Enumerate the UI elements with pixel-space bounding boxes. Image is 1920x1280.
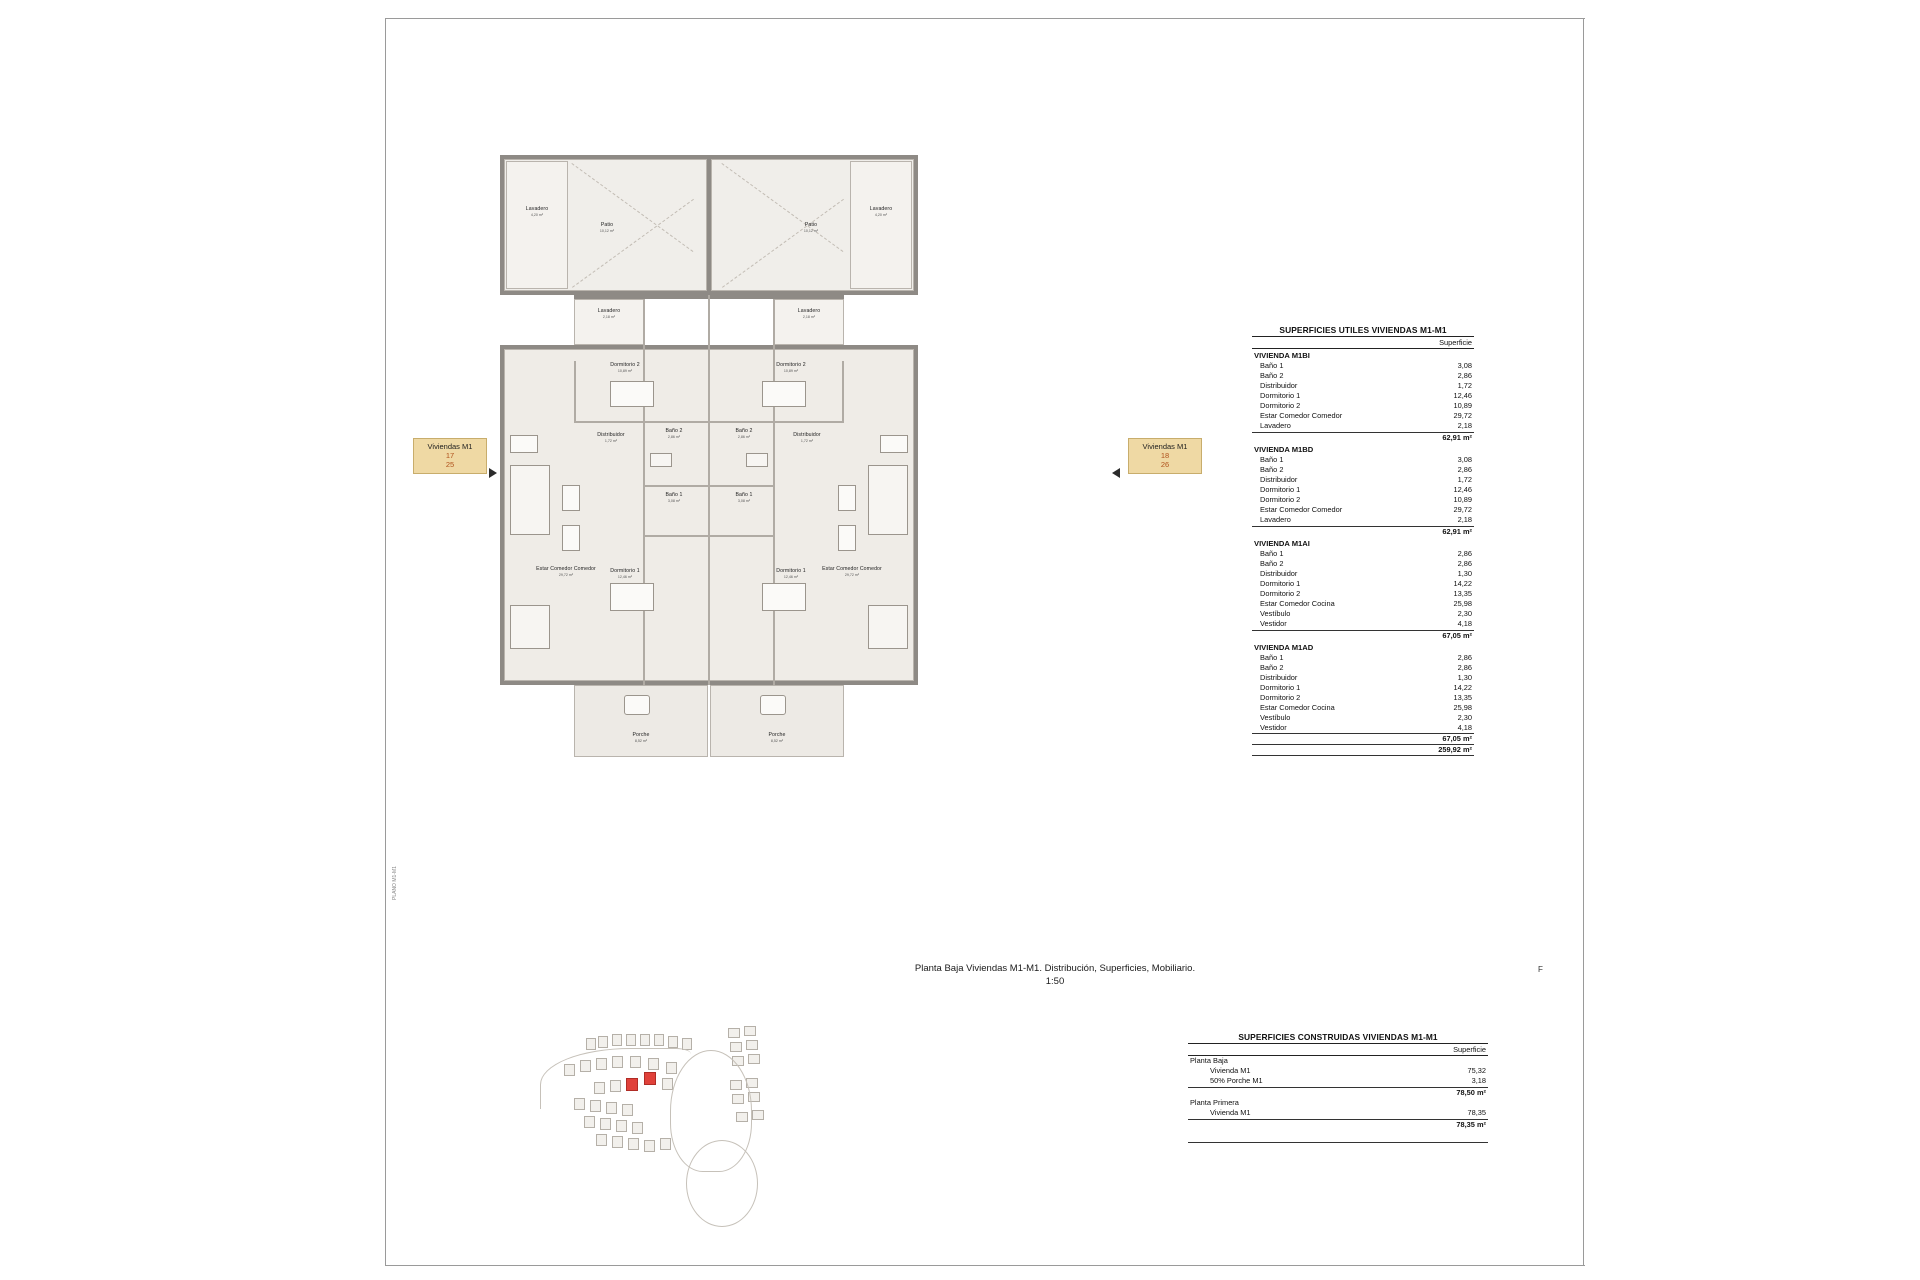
table-group-total: 62,91 m² (1252, 432, 1474, 443)
table-group-header: VIVIENDA M1AI (1254, 538, 1310, 548)
table-row: Dormitorio 1 12,46 (1260, 484, 1472, 494)
table-group-header: VIVIENDA M1AD (1254, 642, 1314, 652)
table-superficies-utiles (1252, 325, 1474, 756)
table-section-total: 78,50 m² (1188, 1087, 1488, 1098)
entrance-tag-number-bottom: 25 (445, 460, 455, 469)
table-section-header: Planta Primera (1190, 1097, 1239, 1107)
table-row: Vestidor 4,18 (1260, 722, 1472, 732)
room-label: Baño 2 2,86 m² (735, 428, 753, 439)
table-column-header: Superficie (1188, 1044, 1488, 1056)
room-label: Patio 10,12 m² (803, 222, 819, 233)
room-label: Baño 2 2,86 m² (665, 428, 683, 439)
table-row: Baño 2 2,86 (1260, 464, 1472, 474)
room-label: Porche 8,52 m² (768, 732, 786, 743)
table-row: Dormitorio 2 13,35 (1260, 588, 1472, 598)
room-label: Lavadero 4,20 m² (525, 206, 549, 217)
room-label: Baño 1 3,08 m² (665, 492, 683, 503)
table-row: Vestíbulo 2,30 (1260, 608, 1472, 618)
table-row: Lavadero 2,18 (1260, 420, 1472, 430)
table-group-total: 67,05 m² (1252, 630, 1474, 641)
table-row: Baño 2 2,86 (1260, 558, 1472, 568)
table-row: Estar Comedor Comedor 29,72 (1260, 504, 1472, 514)
room-label: Lavadero 2,18 m² (797, 308, 821, 319)
table-row: Distribuidor 1,72 (1260, 474, 1472, 484)
entrance-tag-right[interactable] (1128, 438, 1202, 474)
table-row: Estar Comedor Cocina 25,98 (1260, 598, 1472, 608)
table-title: SUPERFICIES UTILES VIVIENDAS M1-M1 (1252, 325, 1474, 337)
table-row: Lavadero 2,18 (1260, 514, 1472, 524)
room-label: Distribuidor 1,72 m² (597, 432, 625, 443)
room-label: Dormitorio 1 12,46 m² (776, 568, 806, 579)
table-row: Dormitorio 2 13,35 (1260, 692, 1472, 702)
table-row: Dormitorio 1 14,22 (1260, 578, 1472, 588)
table-row: Baño 1 2,86 (1260, 548, 1472, 558)
sheet-right-rule (1583, 18, 1584, 1266)
table-row: Vivienda M1 78,35 (1210, 1107, 1486, 1117)
room-label: Dormitorio 1 12,46 m² (610, 568, 640, 579)
entrance-arrow-right-icon (489, 468, 497, 478)
table-row: Baño 1 3,08 (1260, 361, 1472, 370)
table-group-total: 62,91 m² (1252, 526, 1474, 537)
room-label: Dormitorio 2 10,89 m² (610, 362, 640, 373)
table-row: Distribuidor 1,30 (1260, 568, 1472, 578)
entrance-tag-name: Viviendas M1 (1142, 442, 1188, 451)
table-row: Baño 1 2,86 (1260, 652, 1472, 662)
table-row: Baño 2 2,86 (1260, 370, 1472, 380)
entrance-tag-name: Viviendas M1 (427, 442, 473, 451)
table-title: SUPERFICIES CONSTRUIDAS VIVIENDAS M1-M1 (1188, 1032, 1488, 1044)
table-group-header: VIVIENDA M1BD (1254, 444, 1314, 454)
floor-plan (500, 185, 1100, 915)
vertical-sheet-code: PLANO M1-M1 (392, 866, 398, 900)
room-label: Distribuidor 1,72 m² (793, 432, 821, 443)
sheet-mark: F (1538, 965, 1543, 974)
room-label: Dormitorio 2 10,89 m² (776, 362, 806, 373)
table-row: Dormitorio 2 10,89 (1260, 400, 1472, 410)
entrance-tag-left[interactable] (413, 438, 487, 474)
entrance-tag-number-top: 17 (445, 451, 455, 460)
room-label: Patio 10,12 m² (599, 222, 615, 233)
table-row: Baño 2 2,86 (1260, 662, 1472, 672)
room-label: Estar Comedor Comedor 29,72 m² (536, 566, 596, 577)
table-column-header: Superficie (1252, 337, 1474, 349)
plan-caption (855, 963, 1255, 987)
table-superficies-construidas (1188, 1032, 1488, 1143)
table-section-header: Planta Baja (1190, 1056, 1228, 1065)
table-row: Vivienda M1 75,32 (1210, 1065, 1486, 1075)
table-row: Vestíbulo 2,30 (1260, 712, 1472, 722)
entrance-tag-number-bottom: 26 (1160, 460, 1170, 469)
table-row: Distribuidor 1,72 (1260, 380, 1472, 390)
table-row: Distribuidor 1,30 (1260, 672, 1472, 682)
room-label: Estar Comedor Comedor 29,72 m² (822, 566, 882, 577)
table-group-total: 67,05 m² (1252, 733, 1474, 744)
room-label: Porche 8,52 m² (632, 732, 650, 743)
table-row: Estar Comedor Cocina 25,98 (1260, 702, 1472, 712)
table-group-header: VIVIENDA M1BI (1254, 351, 1310, 360)
plan-caption-text: Planta Baja Viviendas M1-M1. Distribución, Superficies, Mobiliario. (914, 963, 1196, 974)
table-section-total: 78,35 m² (1188, 1119, 1488, 1130)
site-location-map (540, 1020, 860, 1240)
table-row: Baño 1 3,08 (1260, 454, 1472, 464)
table-row: Vestidor 4,18 (1260, 618, 1472, 628)
table-grand-total: 259,92 m² (1252, 744, 1474, 756)
table-row: Estar Comedor Comedor 29,72 (1260, 410, 1472, 420)
table-row: Dormitorio 1 12,46 (1260, 390, 1472, 400)
table-row: Dormitorio 1 14,22 (1260, 682, 1472, 692)
table-row: 50% Porche M1 3,18 (1210, 1075, 1486, 1085)
room-label: Lavadero 4,20 m² (869, 206, 893, 217)
room-label: Baño 1 3,08 m² (735, 492, 753, 503)
entrance-tag-number-top: 18 (1160, 451, 1170, 460)
plan-scale: 1:50 (1045, 976, 1065, 987)
entrance-arrow-left-icon (1112, 468, 1120, 478)
table-row: Dormitorio 2 10,89 (1260, 494, 1472, 504)
room-label: Lavadero 2,18 m² (597, 308, 621, 319)
